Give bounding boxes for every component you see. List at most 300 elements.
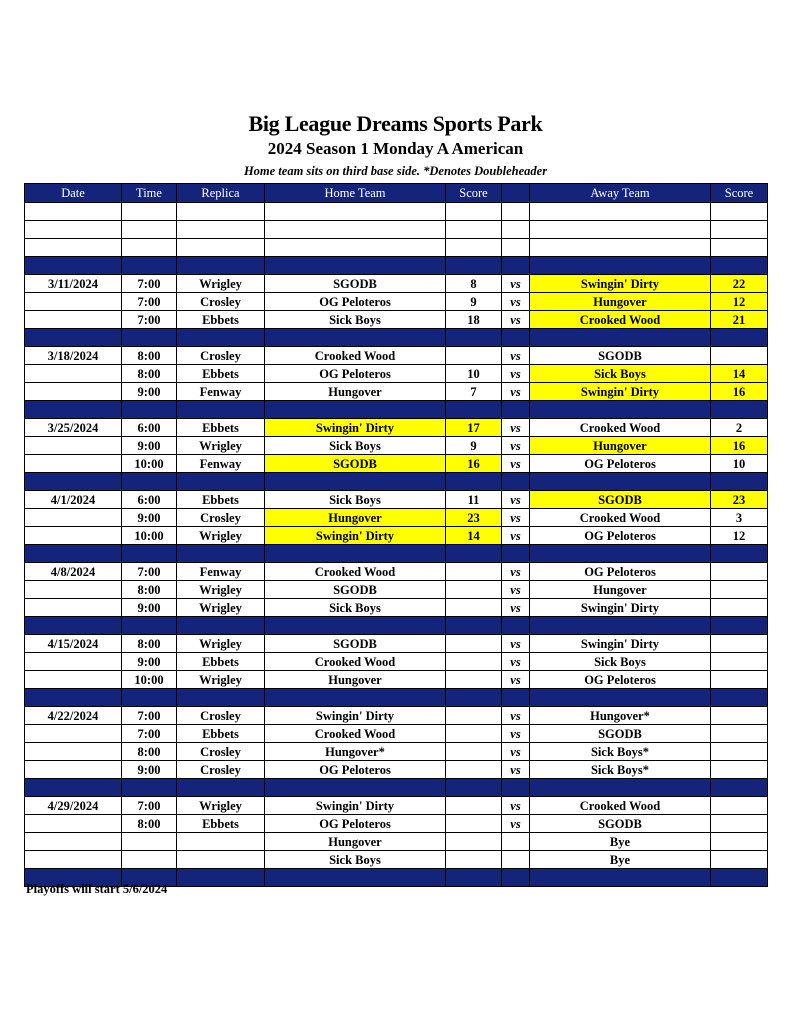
away-team-cell: Crooked Wood [530, 797, 711, 815]
away-score-cell: 21 [711, 311, 768, 329]
away-team-cell: OG Peloteros [530, 563, 711, 581]
vs-cell: vs [502, 455, 530, 473]
header-away-team: Away Team [530, 184, 711, 203]
away-score-cell [711, 851, 768, 869]
time-cell [122, 833, 177, 851]
home-team-cell: Swingin' Dirty [265, 527, 446, 545]
away-score-cell [711, 347, 768, 365]
home-team-cell: SGODB [265, 635, 446, 653]
date-cell [25, 671, 122, 689]
separator-cell [122, 329, 177, 347]
date-cell [25, 293, 122, 311]
game-row [25, 437, 768, 455]
game-row [25, 833, 768, 851]
header-home-team: Home Team [265, 184, 446, 203]
away-score-cell [711, 653, 768, 671]
away-score-cell [711, 725, 768, 743]
time-cell: 10:00 [122, 455, 177, 473]
home-score-cell [446, 833, 502, 851]
date-cell: 4/15/2024 [25, 635, 122, 653]
home-score-cell: 18 [446, 311, 502, 329]
vs-cell: vs [502, 653, 530, 671]
separator-cell [502, 779, 530, 797]
separator-cell [530, 689, 711, 707]
away-score-cell: 16 [711, 383, 768, 401]
header-date: Date [25, 184, 122, 203]
separator-cell [502, 617, 530, 635]
replica-cell: Crosley [177, 761, 265, 779]
home-score-cell [446, 707, 502, 725]
away-score-cell [711, 761, 768, 779]
away-team-cell: OG Peloteros [530, 671, 711, 689]
date-cell [25, 833, 122, 851]
time-cell: 7:00 [122, 707, 177, 725]
time-cell: 7:00 [122, 275, 177, 293]
separator-cell [530, 779, 711, 797]
home-team-cell: Hungover* [265, 743, 446, 761]
replica-cell: Ebbets [177, 419, 265, 437]
away-team-cell: Swingin' Dirty [530, 383, 711, 401]
blank-cell [122, 239, 177, 257]
separator-cell [530, 401, 711, 419]
game-row [25, 743, 768, 761]
home-team-cell: Sick Boys [265, 491, 446, 509]
schedule-body [25, 203, 768, 887]
replica-cell: Wrigley [177, 437, 265, 455]
separator-cell [530, 617, 711, 635]
blank-cell [446, 221, 502, 239]
game-row [25, 365, 768, 383]
home-team-cell: OG Peloteros [265, 365, 446, 383]
home-score-cell: 7 [446, 383, 502, 401]
away-team-cell: Bye [530, 833, 711, 851]
separator-cell [25, 401, 122, 419]
home-team-cell: Sick Boys [265, 599, 446, 617]
separator-cell [177, 329, 265, 347]
separator-cell [446, 545, 502, 563]
game-row [25, 707, 768, 725]
vs-cell: vs [502, 275, 530, 293]
away-team-cell: Crooked Wood [530, 419, 711, 437]
away-team-cell: Sick Boys [530, 365, 711, 383]
game-row [25, 275, 768, 293]
home-team-cell: OG Peloteros [265, 815, 446, 833]
blank-cell [446, 203, 502, 221]
blank-cell [530, 239, 711, 257]
time-cell: 7:00 [122, 797, 177, 815]
separator-cell [177, 617, 265, 635]
separator-cell [530, 473, 711, 491]
week-separator [25, 617, 768, 635]
away-score-cell [711, 707, 768, 725]
home-team-cell: Swingin' Dirty [265, 419, 446, 437]
date-cell: 3/11/2024 [25, 275, 122, 293]
game-row [25, 653, 768, 671]
separator-cell [711, 257, 768, 275]
blank-cell [25, 239, 122, 257]
blank-cell [502, 239, 530, 257]
vs-cell: vs [502, 491, 530, 509]
away-score-cell [711, 743, 768, 761]
away-score-cell [711, 635, 768, 653]
separator-cell [446, 779, 502, 797]
home-score-cell [446, 653, 502, 671]
date-cell [25, 725, 122, 743]
game-row [25, 491, 768, 509]
away-team-cell: OG Peloteros [530, 455, 711, 473]
separator-cell [177, 545, 265, 563]
home-score-cell [446, 599, 502, 617]
vs-cell: vs [502, 743, 530, 761]
home-team-cell: Crooked Wood [265, 725, 446, 743]
separator-cell [502, 257, 530, 275]
home-team-cell: Sick Boys [265, 437, 446, 455]
vs-cell: vs [502, 725, 530, 743]
time-cell: 8:00 [122, 743, 177, 761]
vs-cell: vs [502, 635, 530, 653]
away-team-cell: Hungover* [530, 707, 711, 725]
away-team-cell: Sick Boys* [530, 761, 711, 779]
separator-cell [711, 779, 768, 797]
home-team-cell: Crooked Wood [265, 653, 446, 671]
home-score-cell [446, 743, 502, 761]
away-team-cell: Crooked Wood [530, 311, 711, 329]
time-cell: 9:00 [122, 653, 177, 671]
away-score-cell [711, 797, 768, 815]
time-cell: 10:00 [122, 671, 177, 689]
blank-cell [530, 221, 711, 239]
game-row [25, 455, 768, 473]
home-team-cell: OG Peloteros [265, 761, 446, 779]
vs-cell [502, 851, 530, 869]
replica-cell: Ebbets [177, 653, 265, 671]
game-row [25, 599, 768, 617]
away-score-cell: 22 [711, 275, 768, 293]
playoffs-note: Playoffs will start 5/6/2024 [26, 882, 168, 896]
header-vs [502, 184, 530, 203]
vs-cell: vs [502, 797, 530, 815]
separator-cell [177, 869, 265, 887]
game-row [25, 383, 768, 401]
time-cell: 8:00 [122, 815, 177, 833]
time-cell: 6:00 [122, 491, 177, 509]
game-row [25, 419, 768, 437]
separator-cell [25, 473, 122, 491]
vs-cell: vs [502, 383, 530, 401]
separator-cell [25, 329, 122, 347]
blank-cell [265, 221, 446, 239]
header-away-score: Score [711, 184, 768, 203]
date-cell [25, 653, 122, 671]
home-team-cell: SGODB [265, 455, 446, 473]
replica-cell: Wrigley [177, 527, 265, 545]
blank-cell [711, 203, 768, 221]
separator-cell [25, 545, 122, 563]
vs-cell: vs [502, 293, 530, 311]
vs-cell: vs [502, 707, 530, 725]
header-row [25, 184, 768, 203]
home-score-cell: 23 [446, 509, 502, 527]
replica-cell: Wrigley [177, 275, 265, 293]
game-row [25, 815, 768, 833]
replica-cell: Ebbets [177, 365, 265, 383]
game-row [25, 761, 768, 779]
blank-cell [711, 239, 768, 257]
week-separator [25, 473, 768, 491]
home-team-cell: Hungover [265, 833, 446, 851]
separator-cell [530, 545, 711, 563]
separator-cell [122, 689, 177, 707]
separator-cell [446, 617, 502, 635]
home-score-cell [446, 671, 502, 689]
blank-cell [25, 221, 122, 239]
game-row [25, 563, 768, 581]
away-team-cell: Hungover [530, 581, 711, 599]
game-row [25, 725, 768, 743]
away-team-cell: SGODB [530, 347, 711, 365]
time-cell: 8:00 [122, 581, 177, 599]
page-title: Big League Dreams Sports Park [248, 111, 543, 136]
time-cell [122, 851, 177, 869]
home-team-cell: SGODB [265, 581, 446, 599]
away-score-cell [711, 599, 768, 617]
replica-cell [177, 833, 265, 851]
separator-cell [25, 689, 122, 707]
vs-cell: vs [502, 311, 530, 329]
blank-cell [711, 221, 768, 239]
date-cell: 4/29/2024 [25, 797, 122, 815]
separator-cell [502, 545, 530, 563]
vs-cell: vs [502, 761, 530, 779]
game-row [25, 347, 768, 365]
separator-cell [502, 473, 530, 491]
date-cell [25, 455, 122, 473]
away-team-cell: Bye [530, 851, 711, 869]
home-score-cell: 8 [446, 275, 502, 293]
header-replica: Replica [177, 184, 265, 203]
game-row [25, 581, 768, 599]
game-row [25, 851, 768, 869]
home-score-cell [446, 635, 502, 653]
home-team-cell: Hungover [265, 509, 446, 527]
home-team-cell: Hungover [265, 671, 446, 689]
home-team-cell: Hungover [265, 383, 446, 401]
time-cell: 7:00 [122, 725, 177, 743]
away-score-cell: 16 [711, 437, 768, 455]
separator-cell [122, 779, 177, 797]
home-score-cell [446, 851, 502, 869]
separator-cell [530, 329, 711, 347]
replica-cell: Crosley [177, 743, 265, 761]
separator-cell [25, 257, 122, 275]
away-team-cell: SGODB [530, 725, 711, 743]
home-score-cell [446, 761, 502, 779]
blank-row [25, 221, 768, 239]
time-cell: 9:00 [122, 383, 177, 401]
vs-cell [502, 833, 530, 851]
separator-cell [711, 401, 768, 419]
time-cell: 9:00 [122, 599, 177, 617]
home-team-cell: Crooked Wood [265, 563, 446, 581]
date-cell [25, 437, 122, 455]
vs-cell: vs [502, 365, 530, 383]
vs-cell: vs [502, 599, 530, 617]
separator-cell [711, 869, 768, 887]
away-score-cell [711, 671, 768, 689]
date-cell [25, 815, 122, 833]
time-cell: 9:00 [122, 761, 177, 779]
home-score-cell [446, 563, 502, 581]
vs-cell: vs [502, 815, 530, 833]
separator-cell [265, 329, 446, 347]
away-team-cell: Sick Boys* [530, 743, 711, 761]
week-separator [25, 545, 768, 563]
away-team-cell: Swingin' Dirty [530, 275, 711, 293]
date-cell [25, 365, 122, 383]
separator-cell [25, 617, 122, 635]
separator-cell [502, 329, 530, 347]
separator-cell [446, 401, 502, 419]
game-row [25, 635, 768, 653]
away-team-cell: Hungover [530, 437, 711, 455]
home-team-cell: Sick Boys [265, 851, 446, 869]
away-score-cell: 10 [711, 455, 768, 473]
replica-cell: Crosley [177, 293, 265, 311]
date-cell: 3/18/2024 [25, 347, 122, 365]
separator-cell [530, 869, 711, 887]
header-home-score: Score [446, 184, 502, 203]
time-cell: 9:00 [122, 437, 177, 455]
vs-cell: vs [502, 437, 530, 455]
separator-cell [177, 473, 265, 491]
blank-row [25, 203, 768, 221]
game-row [25, 293, 768, 311]
week-separator [25, 779, 768, 797]
away-team-cell: Hungover [530, 293, 711, 311]
date-cell [25, 509, 122, 527]
blank-cell [265, 239, 446, 257]
away-score-cell: 12 [711, 527, 768, 545]
replica-cell: Ebbets [177, 311, 265, 329]
separator-cell [711, 617, 768, 635]
away-team-cell: SGODB [530, 491, 711, 509]
home-score-cell: 16 [446, 455, 502, 473]
replica-cell: Wrigley [177, 671, 265, 689]
header-time: Time [122, 184, 177, 203]
replica-cell: Ebbets [177, 725, 265, 743]
date-cell [25, 851, 122, 869]
separator-cell [265, 401, 446, 419]
away-score-cell [711, 833, 768, 851]
home-score-cell [446, 797, 502, 815]
time-cell: 8:00 [122, 365, 177, 383]
replica-cell: Wrigley [177, 797, 265, 815]
home-score-cell: 10 [446, 365, 502, 383]
home-score-cell [446, 347, 502, 365]
home-score-cell: 14 [446, 527, 502, 545]
schedule-table [24, 183, 768, 887]
blank-cell [177, 203, 265, 221]
time-cell: 6:00 [122, 419, 177, 437]
time-cell: 8:00 [122, 635, 177, 653]
home-score-cell: 9 [446, 437, 502, 455]
away-score-cell: 3 [711, 509, 768, 527]
date-cell: 3/25/2024 [25, 419, 122, 437]
date-cell [25, 311, 122, 329]
date-cell [25, 383, 122, 401]
blank-cell [177, 221, 265, 239]
away-team-cell: SGODB [530, 815, 711, 833]
game-row [25, 311, 768, 329]
page-subtitle: 2024 Season 1 Monday A American [267, 139, 524, 158]
separator-cell [177, 689, 265, 707]
date-cell: 4/22/2024 [25, 707, 122, 725]
away-score-cell [711, 581, 768, 599]
schedule-note: Home team sits on third base side. *Denotes Doubleheader [243, 164, 548, 178]
home-score-cell [446, 815, 502, 833]
blank-row [25, 239, 768, 257]
blank-cell [265, 203, 446, 221]
date-cell: 4/1/2024 [25, 491, 122, 509]
vs-cell: vs [502, 581, 530, 599]
date-cell: 4/8/2024 [25, 563, 122, 581]
date-cell [25, 743, 122, 761]
home-score-cell: 17 [446, 419, 502, 437]
separator-cell [446, 329, 502, 347]
away-team-cell: OG Peloteros [530, 527, 711, 545]
game-row [25, 671, 768, 689]
blank-cell [530, 203, 711, 221]
separator-cell [711, 689, 768, 707]
away-score-cell [711, 815, 768, 833]
separator-cell [530, 257, 711, 275]
separator-cell [122, 473, 177, 491]
separator-cell [265, 779, 446, 797]
blank-cell [122, 203, 177, 221]
home-score-cell: 11 [446, 491, 502, 509]
week-separator [25, 329, 768, 347]
separator-cell [25, 779, 122, 797]
away-score-cell: 2 [711, 419, 768, 437]
time-cell: 7:00 [122, 311, 177, 329]
replica-cell: Crosley [177, 707, 265, 725]
separator-cell [711, 545, 768, 563]
home-team-cell: Swingin' Dirty [265, 707, 446, 725]
away-score-cell: 14 [711, 365, 768, 383]
separator-cell [265, 473, 446, 491]
blank-cell [502, 203, 530, 221]
away-score-cell [711, 563, 768, 581]
blank-cell [502, 221, 530, 239]
away-score-cell: 23 [711, 491, 768, 509]
time-cell: 9:00 [122, 509, 177, 527]
blank-cell [446, 239, 502, 257]
separator-cell [502, 869, 530, 887]
date-cell [25, 527, 122, 545]
replica-cell: Wrigley [177, 599, 265, 617]
separator-cell [446, 473, 502, 491]
replica-cell: Crosley [177, 347, 265, 365]
separator-cell [265, 545, 446, 563]
vs-cell: vs [502, 509, 530, 527]
time-cell: 8:00 [122, 347, 177, 365]
home-score-cell [446, 581, 502, 599]
separator-cell [711, 329, 768, 347]
separator-cell [265, 617, 446, 635]
separator-cell [122, 257, 177, 275]
vs-cell: vs [502, 527, 530, 545]
game-row [25, 797, 768, 815]
